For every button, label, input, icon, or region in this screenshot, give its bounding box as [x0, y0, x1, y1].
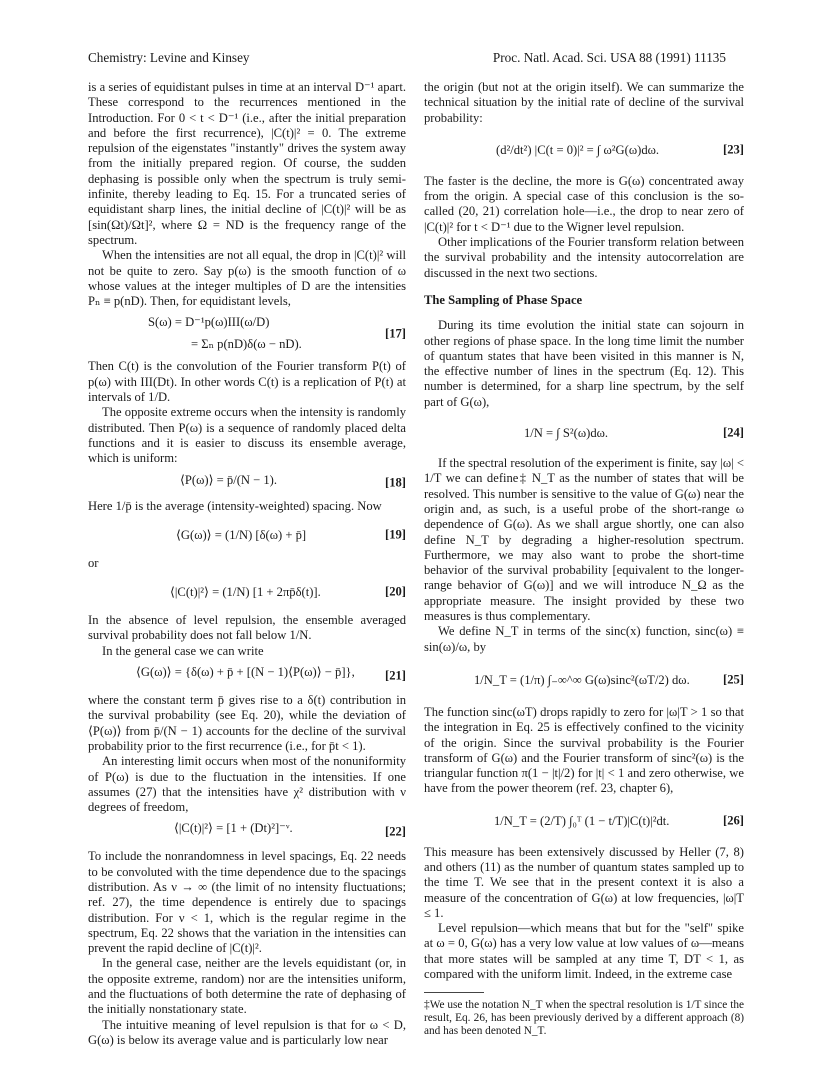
paragraph: In the general case we can write	[102, 643, 264, 658]
section-heading: The Sampling of Phase Space	[424, 292, 583, 307]
equation-number: [21]	[385, 668, 406, 683]
equation-number: [20]	[385, 584, 406, 599]
paragraph: Level repulsion—which means that but for the "self" spike at ω = 0, G(ω) has a very low value at low values of ω—means that more states will be sampled at any time T, DT < 1, as compared with the uniform limit. Indeed, in the extreme case	[424, 921, 744, 982]
equation-23: (d²/dt²) |C(t = 0)|² = ∫ ω²G(ω)dω. [23]	[496, 142, 744, 157]
equation-number: [17]	[385, 326, 406, 341]
equation-25: 1/N_T = (1/π) ∫₋∞^∞ G(ω)sinc²(ωT/2) dω. [25]	[474, 672, 744, 687]
paragraph: When the intensities are not all equal, the drop in |C(t)|² will not be quite to zero. Say p(ω) is the smooth function of ω whose values at the integer multiples of D are the intensities Pₙ ≡ p(nD). Then, for equidistant levels,	[88, 248, 406, 309]
equation-19: ⟨G(ω)⟩ = (1/N) [δ(ω) + p̄] [19]	[176, 527, 406, 542]
paragraph: The intuitive meaning of level repulsion is that for ω < D, G(ω) is below its average value and is particularly low near	[88, 1017, 406, 1047]
footnote: ‡We use the notation N_T when the spectral resolution is 1/T since the result, Eq. 26, has been previously derived by a different approach (8) and has been denoted N_T.	[424, 999, 744, 1038]
paragraph: An interesting limit occurs when most of the nonuniformity of P(ω) is due to the fluctuation in the intensities. If one assumes (27) that the intensities have χ² distribution with ν degrees of freedom,	[88, 754, 406, 815]
paragraph: Then C(t) is the convolution of the Fourier transform P(t) of p(ω) with III(Dt). In other words C(t) is a replication of P(t) at intervals of 1/D.	[88, 359, 406, 405]
equation-number: [19]	[385, 527, 406, 542]
running-title: Chemistry: Levine and Kinsey	[88, 50, 250, 65]
paragraph: the origin (but not at the origin itself). We can summarize the technical situation by the initial rate of decline of the survival probability:	[424, 80, 744, 125]
paragraph: During its time evolution the initial state can sojourn in other regions of phase space. In the long time limit the number of quantum states that have been visited in this manner is N, the effective number of lines in the spectrum (Eq. 12). This number is determined, for a sharp line spectrum, by the self part of G(ω),	[424, 318, 744, 409]
paragraph: In the absence of level repulsion, the ensemble averaged survival probability does not fall below 1/N.	[88, 613, 406, 643]
equation-20: ⟨|C(t)|²⟩ = (1/N) [1 + 2πp̄δ(t)]. [20]	[170, 584, 406, 600]
equation-number: [25]	[723, 672, 744, 687]
paragraph: To include the nonrandomness in level spacings, Eq. 22 needs to be convoluted with the time dependence due to the spacings distribution. As ν → ∞ (the limit of no intensity fluctuations; ref. 27), the time dependence is entirely due to spacings distribution. For ν < 1, which is the regular regime in the spectrum, Eq. 22 shows that the variation in the intensities can prevent the rapid decline of |C(t)|².	[88, 849, 406, 956]
footnote-rule	[424, 992, 484, 997]
equation-17	[88, 315, 406, 353]
equation-24: 1/N = ∫ S²(ω)dω. [24]	[524, 425, 744, 441]
paragraph: In the general case, neither are the levels equidistant (or, in the opposite extreme, random) nor are the intensities uniform, and the fluctuations of both determine the rate of dephasing of the initially nonstationary state.	[88, 956, 406, 1017]
left-column	[88, 80, 406, 1048]
paragraph: is a series of equidistant pulses in time at an interval D⁻¹ apart. These correspond to the recurrences mentioned in the Introduction. For 0 < t < D⁻¹ (i.e., after the initial preparation and before the first recurrence), |C(t)|² = 0. The extreme repulsion of the eigenstates "instantly" drives the system away from the initially prepared region. Of course, the sudden dephasing is possible only when the spectrum is truly semi-infinite, thereby leading to Eq. 15. For a truncated series of equidistant sharp lines, the initial decline of |C(t)|² will be as [sin(Ωt)/Ωt]², where Ω = ND is the frequency range of the spectrum.	[88, 80, 406, 247]
journal-citation: Proc. Natl. Acad. Sci. USA 88 (1991) 11135	[492, 50, 726, 65]
equation-22: ⟨|C(t)|²⟩ = [1 + (Dt)²]⁻ᵛ. [22]	[174, 821, 406, 839]
equation-18: ⟨P(ω)⟩ = p̄/(N − 1). [18]	[180, 472, 406, 489]
paragraph: Other implications of the Fourier transform relation between the survival probability and the intensity autocorrelation are discussed in the next two sections.	[424, 235, 744, 280]
equation-17-line1: S(ω) = D⁻¹p(ω)III(ω/D)	[148, 315, 270, 330]
page-header	[88, 50, 726, 70]
paragraph: The opposite extreme occurs when the intensity is randomly distributed. Then P(ω) is a sequence of randomly placed delta functions and it is easier to discuss its ensemble average, which is uniform:	[88, 405, 406, 466]
paragraph: where the constant term p̄ gives rise to a δ(t) contribution in the survival probability (see Eq. 20), while the deviation of ⟨P(ω)⟩ from p̄/(N − 1) accounts for the decline of the survival probability prior to the first recurrence (i.e., for p̄t < 1).	[88, 693, 406, 753]
equation-21: ⟨G(ω)⟩ = {δ(ω) + p̄ + [(N − 1)⟨P(ω)⟩ − p̄]}, [21]	[136, 665, 406, 683]
equation-17-line2: = Σₙ p(nD)δ(ω − nD).	[191, 336, 302, 351]
paragraph: The faster is the decline, the more is G(ω) concentrated away from the origin. A special case of this conclusion is the so-called (20, 21) correlation hole—i.e., the drop to near zero of |C(t)|² for t < D⁻¹ due to the Wigner level repulsion.	[424, 173, 744, 234]
or-text: or	[88, 555, 99, 570]
equation-number: [22]	[385, 824, 406, 839]
equation-number: [26]	[723, 813, 744, 828]
paragraph: Here 1/p̄ is the average (intensity-weighted) spacing. Now	[88, 498, 382, 513]
equation-number: [24]	[723, 425, 744, 440]
paragraph: The function sinc(ωT) drops rapidly to zero for |ω|T > 1 so that the integration in Eq. 25 is effectively confined to the vicinity of the origin. Since the survival probability is the Fourier transform of G(ω) and the Fourier transform of sinc²(ω) is the triangular function π(1 − |t|/2) for |t| < 1 and zero otherwise, we have from the power theorem (ref. 23, chapter 6),	[424, 704, 744, 796]
paragraph: If the spectral resolution of the experiment is finite, say |ω| < 1/T we can define‡ N_T as the number of states that will be resolved. This number is sensitive to the value of G(ω) near the origin and, as such, is a useful probe of the short-range ω dependence of G(ω). As we shall argue shortly, one can also define N_T by degrading a higher-resolution spectrum. Furthermore, we may also want to probe the short-time behavior of the survival probability [equivalent to the longer-range behavior of G(ω)] and we will introduce N_Ω as the appropriate measure. The insight provided by these two measures is thus complementary.	[424, 456, 744, 624]
equation-number: [23]	[723, 142, 744, 157]
paragraph: This measure has been extensively discussed by Heller (7, 8) and others (11) as the number of quantum states sampled up to the time T. We see that in the present context it is also a measure of the concentration of G(ω) at low frequencies, |ω|T ≤ 1.	[424, 844, 744, 920]
equation-number: [18]	[385, 474, 406, 489]
equation-26: 1/N_T = (2/T) ∫₀ᵀ (1 − t/T)|C(t)|²dt. [26]	[494, 813, 744, 828]
paragraph: We define N_T in terms of the sinc(x) function, sinc(ω) ≡ sin(ω)/ω, by	[424, 624, 744, 654]
right-column	[424, 80, 744, 1038]
